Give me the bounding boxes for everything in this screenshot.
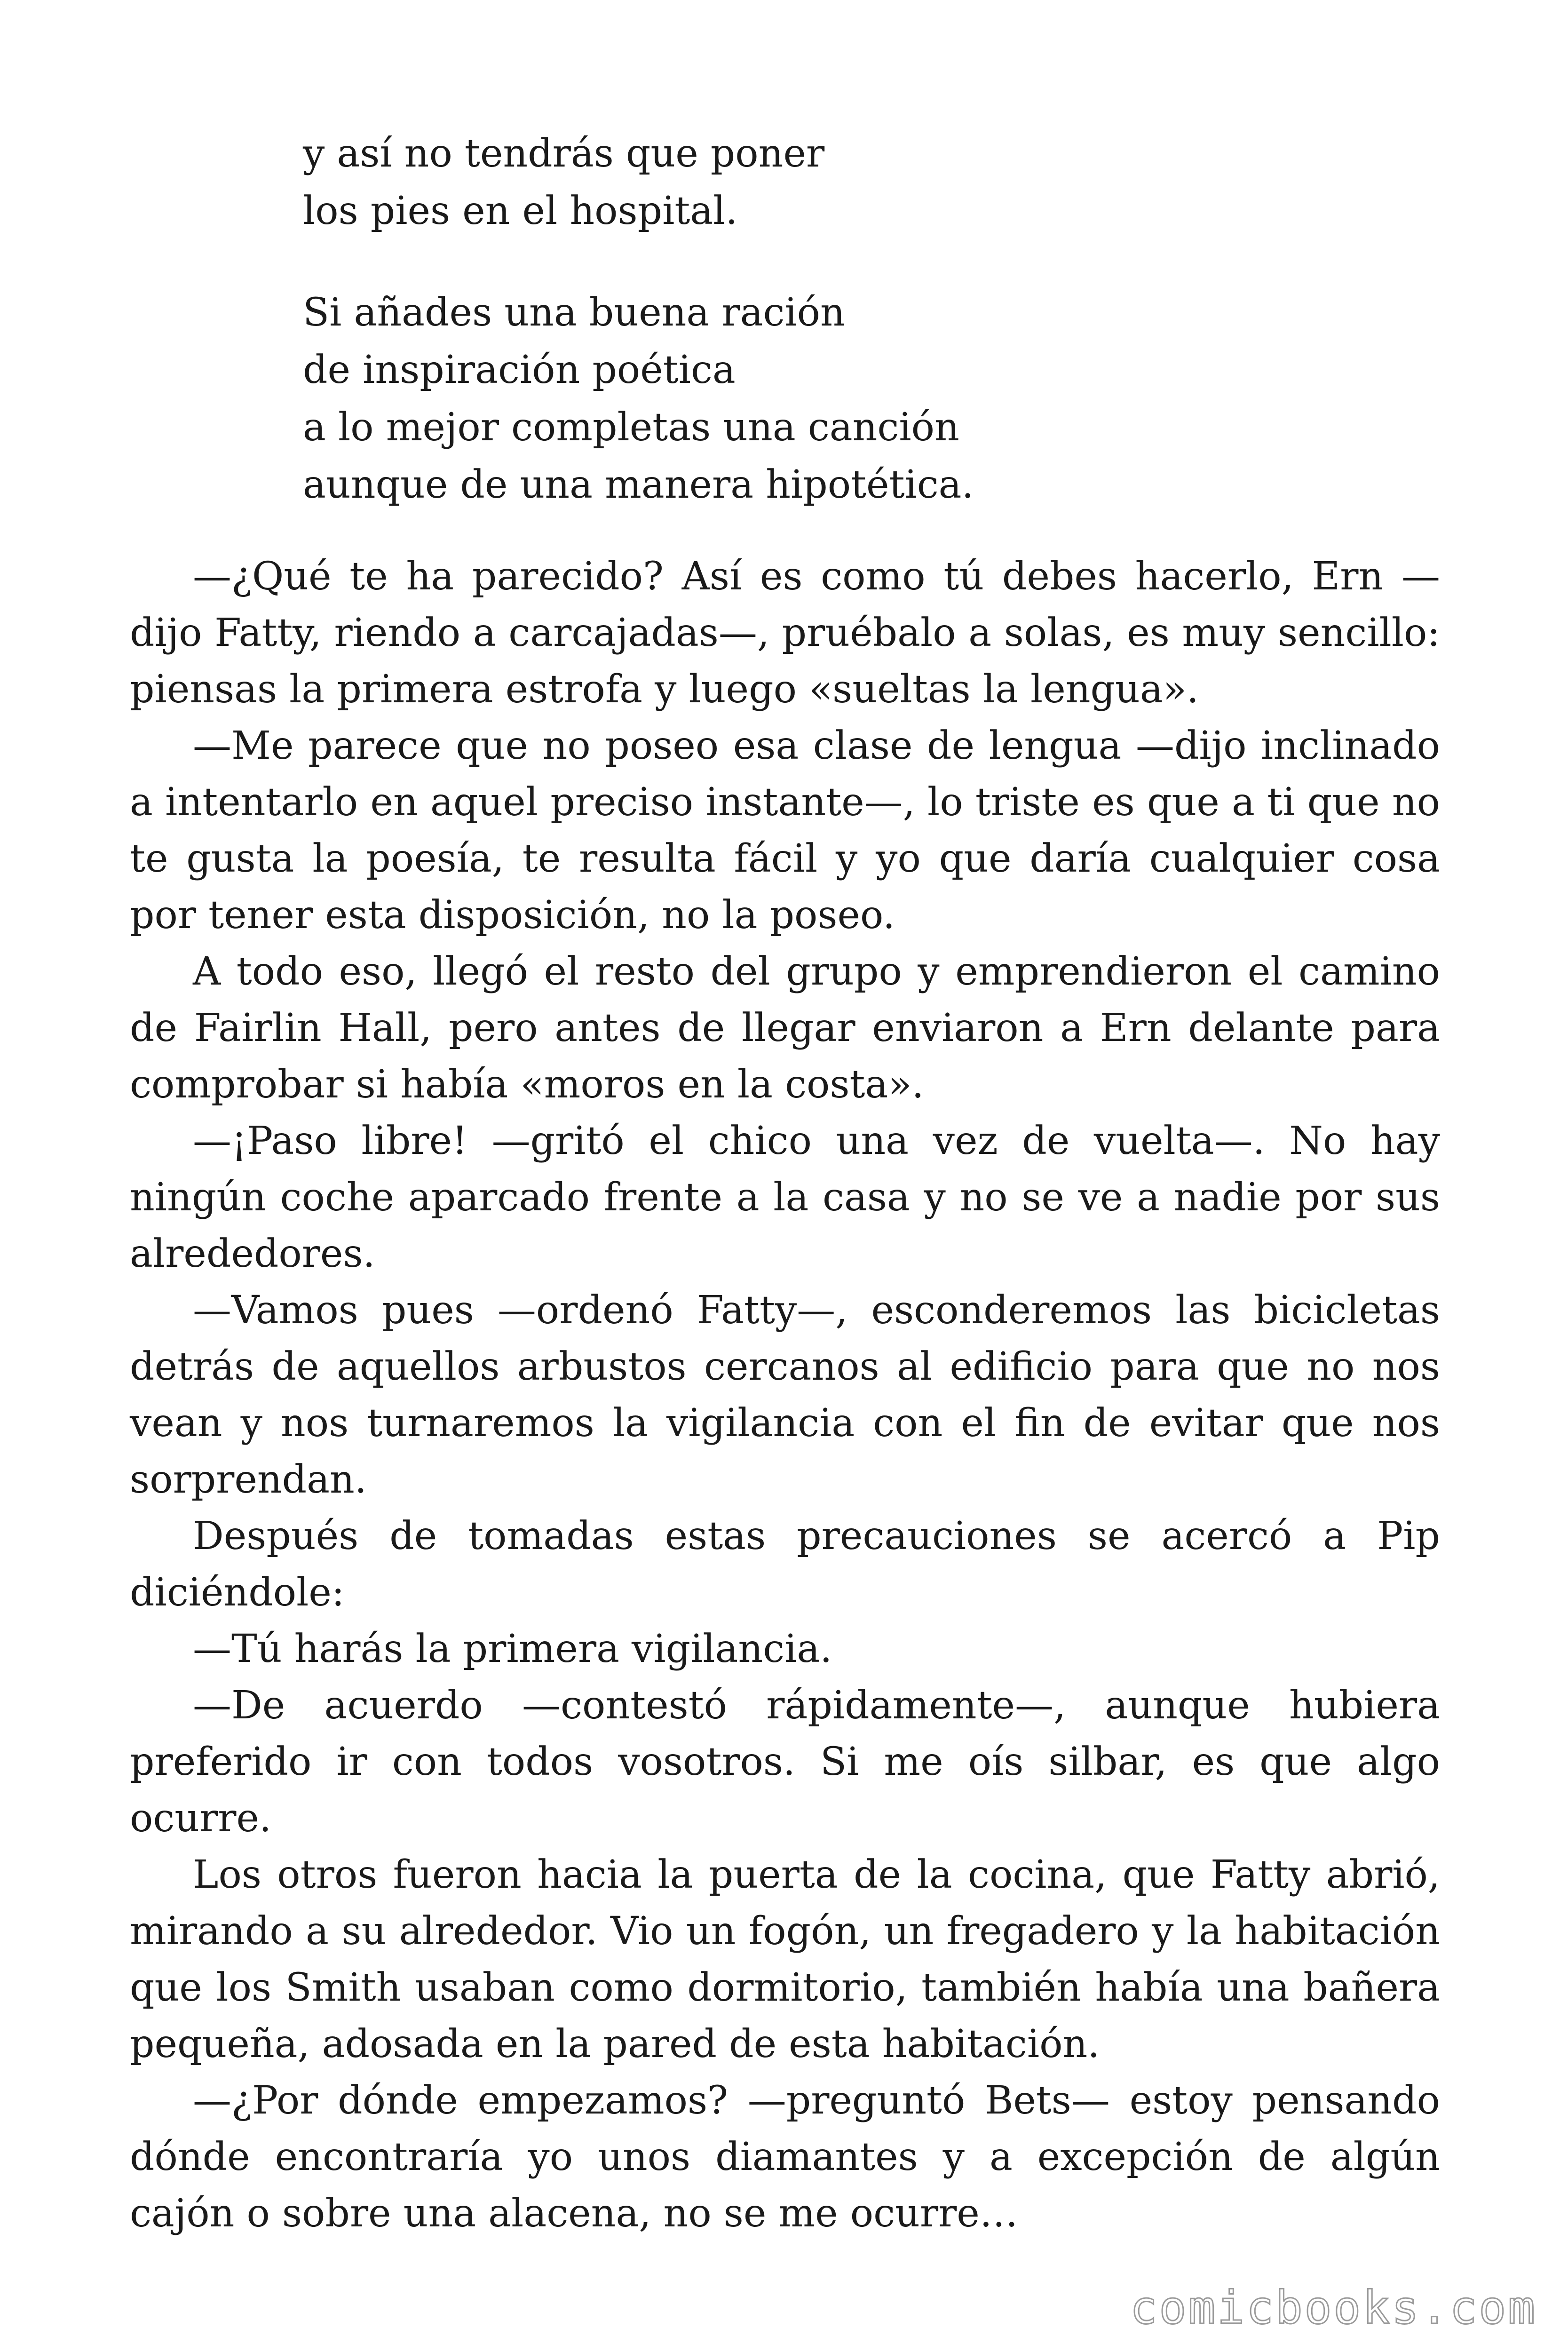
paragraph: Los otros fueron hacia la puerta de la cocina, que Fatty abrió, mirando a su alrededor. Vio un fogón, un fregadero y la habitación que los Smith usaban como dormitorio, también había una bañera pequeña, adosada en la pared de esta habitación.: [130, 1852, 1440, 2066]
poem-line: a lo mejor completas una canción: [303, 405, 959, 450]
poem-line: de inspiración poética: [303, 348, 736, 392]
poem-line: aunque de una manera hipotética.: [303, 462, 974, 507]
prose-body: [130, 548, 1440, 2242]
paragraph: —Me parece que no poseo esa clase de lengua —dijo inclinado a intentarlo en aquel preciso instante—, lo triste es que a ti que no te gusta la poesía, te resulta fácil y yo que daría cualquier cosa por tener esta disposición, no la poseo.: [130, 723, 1440, 938]
paragraph: —¿Por dónde empezamos? —preguntó Bets— estoy pensando dónde encontraría yo unos diamantes y a excepción de algún cajón o sobre una alacena, no se me ocurre…: [130, 2078, 1440, 2236]
paragraph: —De acuerdo —contestó rápidamente—, aunque hubiera preferido ir con todos vosotros. Si me oís silbar, es que algo ocurre.: [130, 1683, 1440, 1841]
poem-stanza: [303, 125, 824, 240]
poem-line: Si añades una buena ración: [303, 290, 845, 335]
paragraph: —¡Paso libre! —gritó el chico una vez de vuelta—. No hay ningún coche aparcado frente a la casa y no se ve a nadie por sus alrededores.: [130, 1119, 1440, 1276]
paragraph: A todo eso, llegó el resto del grupo y emprendieron el camino de Fairlin Hall, pero antes de llegar enviaron a Ern delante para comprobar si había «moros en la costa».: [130, 949, 1440, 1107]
poem-line: los pies en el hospital.: [303, 189, 738, 233]
paragraph: Después de tomadas estas precauciones se acercó a Pip diciéndole:: [130, 1514, 1440, 1615]
poem-line: y así no tendrás que poner: [303, 131, 825, 176]
poem-stanza: [303, 284, 974, 514]
paragraph: —Tú harás la primera vigilancia.: [193, 1627, 832, 1671]
paragraph: —Vamos pues —ordenó Fatty—, esconderemos las bicicletas detrás de aquellos arbustos cercanos al edificio para que no nos vean y nos turnaremos la vigilancia con el fin de evitar que nos sorprendan.: [130, 1288, 1440, 1502]
paragraph: —¿Qué te ha parecido? Así es como tú debes hacerlo, Ern —dijo Fatty, riendo a carcajadas—, pruébalo a solas, es muy sencillo: piensas la primera estrofa y luego «sueltas la lengua».: [130, 554, 1440, 712]
watermark: comicbooks.com: [1130, 2281, 1537, 2334]
